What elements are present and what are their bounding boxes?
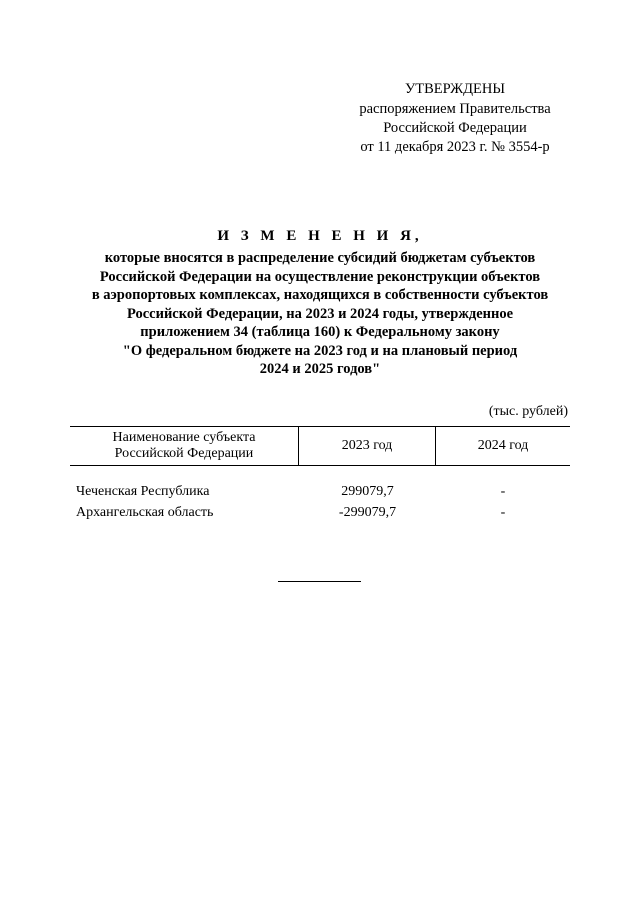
approval-heading: УТВЕРЖДЕНЫ — [404, 81, 506, 97]
row-value-2024: - — [500, 504, 506, 520]
row-value-2024: - — [500, 483, 506, 499]
subtitle-line: приложением 34 (таблица 160) к Федеральному закону — [140, 324, 500, 340]
subtitle-line: Российской Федерации на осуществление реконструкции объектов — [99, 268, 541, 285]
document-title: И З М Е Н Е Н И Я, — [217, 228, 423, 244]
row-subject-name: Архангельская область — [76, 504, 214, 520]
document-subtitle — [70, 249, 570, 379]
row-subject-name: Чеченская Республика — [76, 483, 210, 499]
row-value-2023: -299079,7 — [338, 504, 397, 520]
approval-block — [340, 80, 570, 157]
approval-line: распоряжением Правительства — [359, 101, 551, 117]
header-year-2024: 2024 год — [477, 438, 529, 453]
table-header — [70, 426, 570, 466]
end-divider — [278, 581, 361, 582]
subtitle-line: в аэропортовых комплексах, находящихся в собственности субъектов — [91, 287, 549, 303]
header-subject — [70, 427, 299, 465]
row-value-2023: 299079,7 — [341, 483, 394, 499]
table-row — [70, 502, 570, 523]
approval-line: от 11 декабря 2023 г. № 3554-р — [360, 139, 550, 155]
table-body — [70, 481, 570, 523]
header-year-2023: 2023 год — [299, 427, 436, 465]
subtitle-line: "О федеральном бюджете на 2023 год и на плановый период — [122, 342, 518, 359]
units-label: (тыс. рублей) — [488, 404, 568, 419]
table-row — [70, 481, 570, 502]
subtitle-line: которые вносятся в распределение субсидий бюджетам субъектов — [104, 250, 536, 266]
subtitle-line: 2024 и 2025 годов" — [259, 361, 381, 377]
header-subject-line: Российской Федерации — [114, 446, 254, 461]
subtitle-line: Российской Федерации, на 2023 и 2024 годы, утвержденное — [126, 305, 514, 322]
header-subject-line: Наименование субъекта — [112, 430, 256, 445]
approval-line: Российской Федерации — [383, 120, 527, 136]
